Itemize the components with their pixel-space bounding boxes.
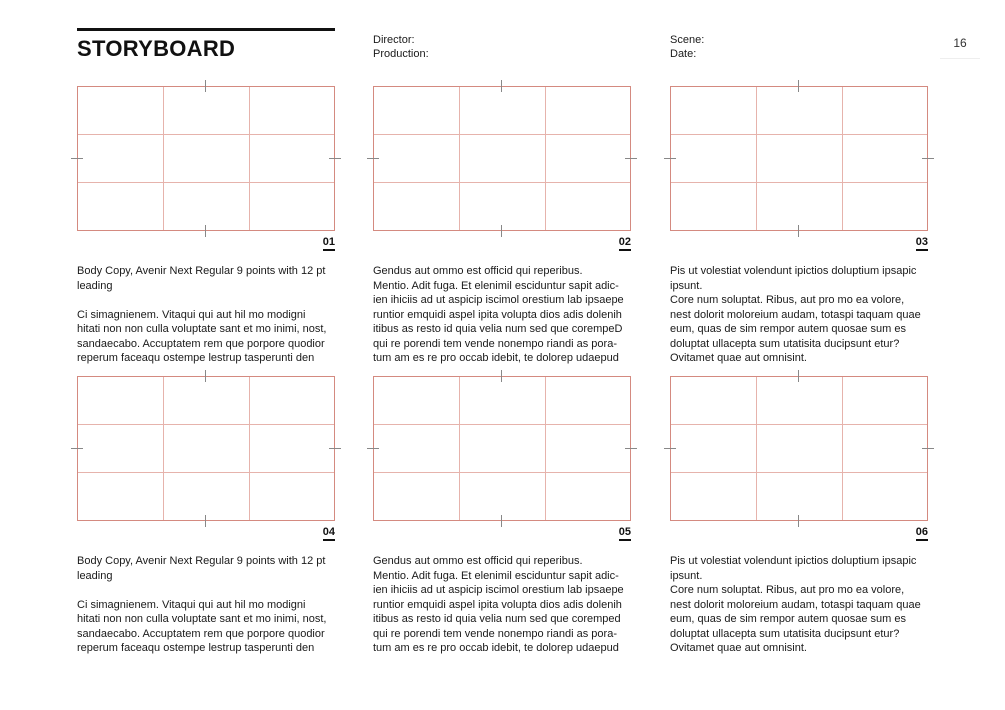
scene-label: Scene:	[670, 34, 705, 46]
grid-line-horizontal	[78, 472, 334, 473]
frame-caption[interactable]: Body Copy, Avenir Next Regular 9 points with 12 pt leading Ci simagnienem. Vitaqui qui aut hil mo modigni hitati non non culla voluptate sant et mo inimi, nost, sandaecabo. Accuptatem rem que porpore quodior reperum faceaqu ostempe lestrup tasperunti den	[77, 265, 327, 364]
crop-mark	[922, 448, 934, 449]
crop-mark	[798, 225, 799, 237]
storyboard-frame	[77, 86, 335, 231]
frame-number: 06	[916, 526, 928, 541]
grid-line-vertical	[756, 377, 757, 520]
frame-caption[interactable]: Gendus aut ommo est officid qui reperibus. Mentio. Adit fuga. Et elenimil esciduntur sapit adic- ien ihiciis ad ut aspicip iscimol orestium lab ipsaepe runtior emquidi aspel ipita volupta dios adis dolenih itibus as resto id quia velia num sed que coremped qui re porendi tem vende nonempo riandi as pora- tum am es re pro occab idebit, te dolorep udaepud	[373, 555, 624, 654]
grid-line-vertical	[249, 377, 250, 520]
crop-mark	[205, 515, 206, 527]
storyboard-frame	[77, 376, 335, 521]
grid-line-vertical	[842, 377, 843, 520]
crop-mark	[329, 448, 341, 449]
page-title: STORYBOARD	[77, 36, 236, 61]
crop-mark	[205, 80, 206, 92]
crop-mark	[205, 370, 206, 382]
grid-line-vertical	[459, 87, 460, 230]
grid-line-horizontal	[374, 472, 630, 473]
production-label: Production:	[373, 48, 429, 60]
frame-caption[interactable]: Gendus aut ommo est officid qui reperibus. Mentio. Adit fuga. Et elenimil esciduntur sapit adic- ien ihiciis ad ut aspicip iscimol orestium lab ipsaepe runtior emquidi aspel ipita volupta dios adis dolenih itibus as resto id quia velia num sed que corempeD qui re porendi tem vende nonempo riandi as pora- tum am es re pro occab idebit, te dolorep udaepud	[373, 265, 624, 364]
frame-number: 04	[323, 526, 335, 541]
crop-mark	[501, 515, 502, 527]
director-label: Director:	[373, 34, 415, 46]
director-production-block	[373, 33, 429, 61]
grid-line-vertical	[545, 377, 546, 520]
grid-line-vertical	[249, 87, 250, 230]
frame-number: 05	[619, 526, 631, 541]
grid-line-vertical	[163, 87, 164, 230]
grid-line-vertical	[756, 87, 757, 230]
frame-number: 02	[619, 236, 631, 251]
storyboard-frame	[670, 376, 928, 521]
grid-line-horizontal	[374, 134, 630, 135]
crop-mark	[71, 158, 83, 159]
crop-mark	[71, 448, 83, 449]
grid-line-horizontal	[374, 424, 630, 425]
crop-mark	[664, 448, 676, 449]
page-number: 16	[940, 28, 980, 59]
crop-mark	[501, 225, 502, 237]
crop-mark	[367, 448, 379, 449]
frame-caption[interactable]: Body Copy, Avenir Next Regular 9 points with 12 pt leading Ci simagnienem. Vitaqui qui aut hil mo modigni hitati non non culla voluptate sant et mo inimi, nost, sandaecabo. Accuptatem rem que porpore quodior reperum faceaqu ostempe lestrup tasperunti den	[77, 555, 327, 654]
grid-line-vertical	[163, 377, 164, 520]
grid-line-horizontal	[671, 182, 927, 183]
grid-line-horizontal	[78, 134, 334, 135]
title-rule	[77, 28, 335, 31]
crop-mark	[501, 370, 502, 382]
storyboard-frame	[373, 376, 631, 521]
crop-mark	[625, 448, 637, 449]
grid-line-horizontal	[671, 134, 927, 135]
grid-line-vertical	[545, 87, 546, 230]
grid-line-horizontal	[671, 472, 927, 473]
crop-mark	[501, 80, 502, 92]
grid-line-vertical	[842, 87, 843, 230]
crop-mark	[664, 158, 676, 159]
frame-number: 03	[916, 236, 928, 251]
date-label: Date:	[670, 48, 697, 60]
grid-line-vertical	[459, 377, 460, 520]
crop-mark	[367, 158, 379, 159]
crop-mark	[625, 158, 637, 159]
frame-number: 01	[323, 236, 335, 251]
crop-mark	[798, 80, 799, 92]
storyboard-frame	[670, 86, 928, 231]
frame-caption[interactable]: Pis ut volestiat volendunt ipictios doluptium ipsapic ipsunt. Core num soluptat. Ribus, aut pro mo ea volore, nest dolorit moloreium audam, totaspi taquam quae eum, quas de sim rempor autem quosae sum es doluptat ullacepta sum utatisita ducipsunt etur? Ovitamet quae aut omnisint.	[670, 265, 921, 364]
scene-date-block	[670, 33, 704, 61]
crop-mark	[205, 225, 206, 237]
grid-line-horizontal	[78, 182, 334, 183]
grid-line-horizontal	[78, 424, 334, 425]
crop-mark	[922, 158, 934, 159]
frame-caption[interactable]: Pis ut volestiat volendunt ipictios doluptium ipsapic ipsunt. Core num soluptat. Ribus, aut pro mo ea volore, nest dolorit moloreium audam, totaspi taquam quae eum, quas de sim rempor autem quosae sum es doluptat ullacepta sum utatisita ducipsunt etur? Ovitamet quae aut omnisint.	[670, 555, 921, 654]
grid-line-horizontal	[671, 424, 927, 425]
storyboard-frame	[373, 86, 631, 231]
grid-line-horizontal	[374, 182, 630, 183]
crop-mark	[798, 370, 799, 382]
crop-mark	[329, 158, 341, 159]
crop-mark	[798, 515, 799, 527]
